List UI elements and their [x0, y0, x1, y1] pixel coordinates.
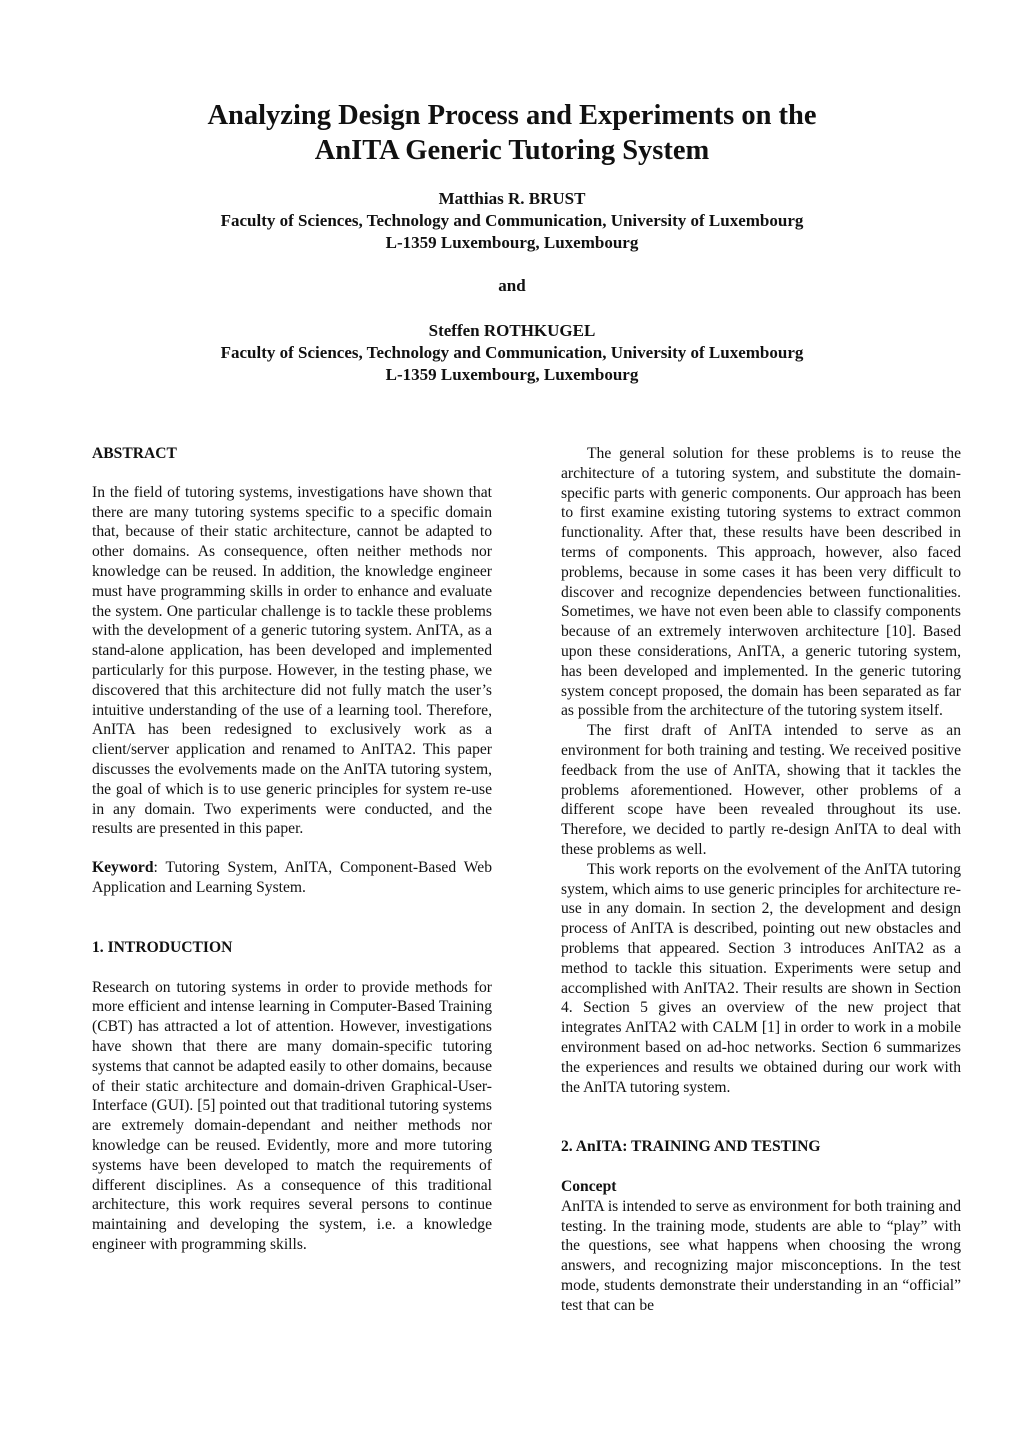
- author-address: L-1359 Luxembourg, Luxembourg: [385, 365, 639, 384]
- keyword-label: Keyword: [92, 859, 154, 877]
- right-column: [561, 444, 961, 1316]
- author-affiliation: Faculty of Sciences, Technology and Communication, University of Luxembourg: [220, 211, 804, 230]
- title-line-2: AnITA Generic Tutoring System: [314, 135, 710, 166]
- author-affiliation: Faculty of Sciences, Technology and Communication, University of Luxembourg: [220, 343, 804, 362]
- author-2: [0, 320, 1024, 386]
- introduction-paragraph-4: This work reports on the evolvement of the AnITA tutoring system, which aims to use generic principles for architecture re-use in any domain. In section 2, the development and design process of AnITA is described, pointing out new obstacles and problems that appeared. Section 3 introduces AnITA2 as a method to tackle this situation. Experiments were setup and accomplished with AnITA2. Their results are shown in Section 4. Section 5 gives an overview of the new project that integrates AnITA2 with CALM [1] in order to work in a mobile environment based on ad-hoc networks. Section 6 summarizes the experiences and results we obtained during our work with the AnITA tutoring system.: [561, 860, 961, 1096]
- introduction-heading: 1. INTRODUCTION: [92, 938, 233, 956]
- section-2-heading: 2. AnITA: TRAINING AND TESTING: [561, 1138, 821, 1156]
- author-name: Steffen ROTHKUGEL: [428, 321, 596, 340]
- title-line-1: Analyzing Design Process and Experiments on the: [207, 100, 817, 131]
- abstract-heading: ABSTRACT: [92, 445, 177, 462]
- author-1: [0, 188, 1024, 254]
- author-name: Matthias R. BRUST: [438, 189, 586, 208]
- paper-title: [0, 98, 1024, 168]
- introduction-paragraph-1: Research on tutoring systems in order to provide methods for more efficient and intense learning in Computer-Based Training (CBT) has attracted a lot of attention. However, investigations have shown that there are many domain-specific tutoring systems that cannot be adapted easily to other domains, because of their static architecture and domain-driven Graphical-User-Interface (GUI). [5] pointed out that traditional tutoring systems are extremely domain-dependant and neither methods nor knowledge can be reused. Evidently, more and more tutoring systems have been developed to match the requirements of different disciplines. As a consequence of this traditional architecture, this work requires several persons to continue maintaining and developing the system, i.e. a knowledge engineer with programming skills.: [92, 978, 492, 1253]
- section-2-paragraph-1: AnITA is intended to serve as environment for both training and testing. In the training mode, students are able to “play” with the questions, see what happens when choosing the wrong answers, and recognizing major misconceptions. In the test mode, students demonstrate their understanding in an “official” test that can be: [561, 1197, 961, 1314]
- keyword-paragraph: [92, 858, 492, 898]
- introduction-paragraph-3: The first draft of AnITA intended to serve as an environment for both training and testing. We received positive feedback from the use of AnITA, showing that it tackles the problems aforementioned. However, other problems of a different scope have been revealed throughout its use. Therefore, we decided to partly re-design AnITA to deal with these problems as well.: [561, 722, 961, 858]
- left-column: [92, 444, 492, 1255]
- author-address: L-1359 Luxembourg, Luxembourg: [385, 233, 639, 252]
- author-separator: and: [498, 276, 526, 295]
- abstract-text: In the field of tutoring systems, investigations have shown that there are many tutoring systems specific to a specific domain that, because of their static architecture, cannot be adapted to other domains. As consequence, often neither methods nor knowledge can be reused. In addition, the knowledge engineer must have programming skills in order to enhance and evaluate the system. One particular challenge is to tackle these problems with the development of a generic tutoring system. AnITA, as a stand-alone application, has been developed and implemented particularly for this purpose. However, in the testing phase, we discovered that this architecture did not fully match the user’s intuitive understanding of the use of a learning tool. Therefore, AnITA has been redesigned to exclusively work as a client/server application and renamed to AnITA2. This paper discusses the evolvements made on the AnITA tutoring system, the goal of which is to use generic principles for system re-use in any domain. Two experiments were conducted, and the results are presented in this paper.: [92, 483, 492, 838]
- keyword-text: : Tutoring System, AnITA, Component-Based Web Application and Learning System.: [92, 859, 492, 896]
- introduction-paragraph-2: The general solution for these problems is to reuse the architecture of a tutoring system, and substitute the domain-specific parts with generic components. Our approach has been to first examine existing tutoring systems to extract common functionality. After that, these results have been described in terms of components. This approach, however, also faced problems, because in some cases it has been very difficult to discover and recognize dependencies between functionalities. Sometimes, we have not even been able to classify components because of an extremely interwoven architecture [10]. Based upon these considerations, AnITA, a generic tutoring system, has been developed and implemented. In the generic tutoring system concept proposed, the domain has been separated as far as possible from the architecture of the tutoring system itself.: [561, 445, 961, 720]
- concept-subheading: Concept: [561, 1178, 617, 1196]
